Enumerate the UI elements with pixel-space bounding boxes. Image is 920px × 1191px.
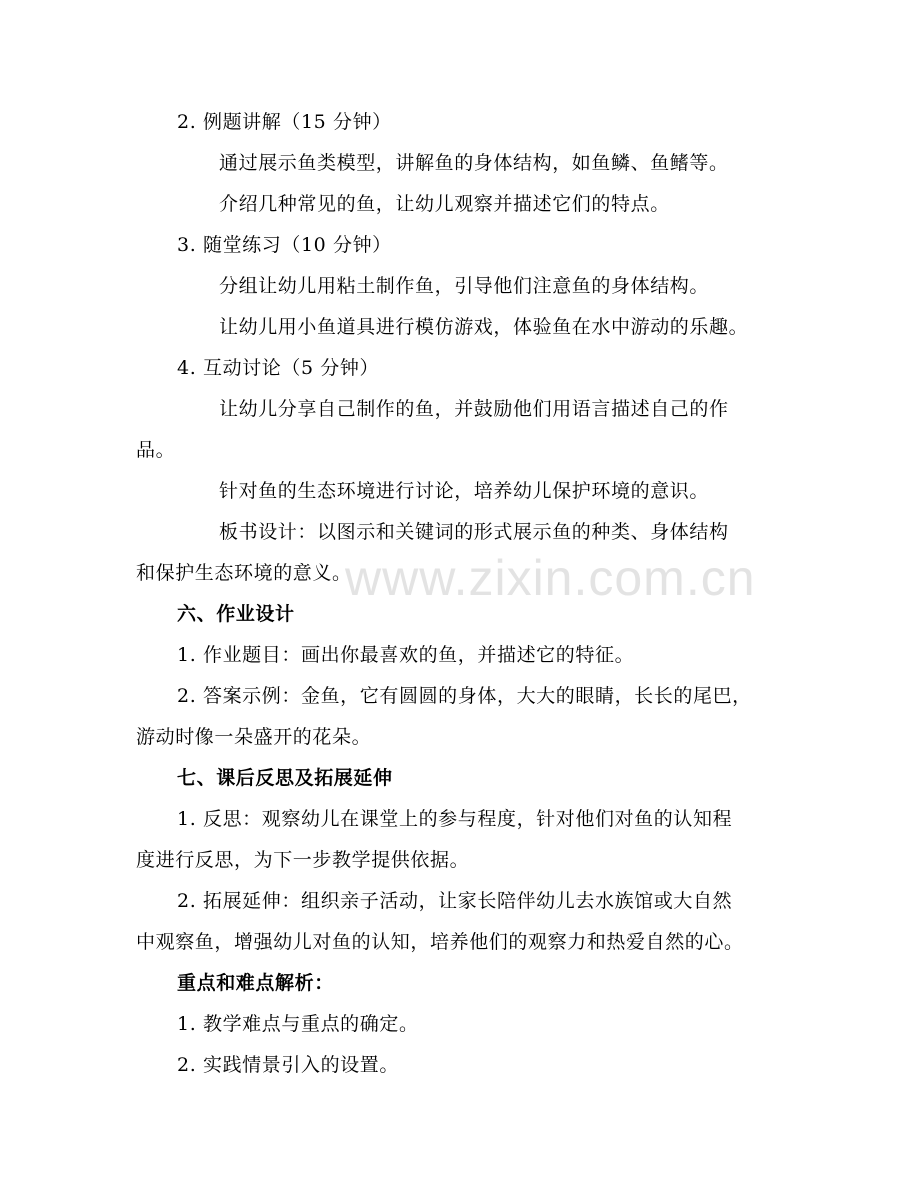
- list-item: 2. 实践情景引入的设置。: [177, 1054, 399, 1076]
- paragraph-line: 和保护生态环境的意义。: [136, 562, 352, 584]
- watermark: www.zixin.com.cn: [345, 550, 756, 606]
- list-item: 2. 拓展延伸：组织亲子活动，让家长陪伴幼儿去水族馆或大自然: [177, 890, 733, 912]
- section-heading: 六、作业设计: [177, 603, 295, 625]
- step-heading: 2. 例题讲解（15 分钟）: [177, 111, 392, 133]
- paragraph-line: 让幼儿分享自己制作的鱼，并鼓励他们用语言描述自己的作: [219, 398, 729, 420]
- step-heading: 3. 随堂练习（10 分钟）: [177, 234, 392, 256]
- paragraph-line: 分组让幼儿用粘土制作鱼，引导他们注意鱼的身体结构。: [219, 275, 710, 297]
- paragraph-line: 让幼儿用小鱼道具进行模仿游戏，体验鱼在水中游动的乐趣。: [219, 316, 749, 338]
- section-heading: 重点和难点解析：: [177, 972, 334, 994]
- list-item: 1. 作业题目：画出你最喜欢的鱼，并描述它的特征。: [177, 644, 635, 666]
- paragraph-line: 介绍几种常见的鱼，让幼儿观察并描述它们的特点。: [219, 193, 670, 215]
- paragraph-line: 针对鱼的生态环境进行讨论，培养幼儿保护环境的意识。: [219, 480, 710, 502]
- list-item: 1. 反思：观察幼儿在课堂上的参与程度，针对他们对鱼的认知程: [177, 808, 733, 830]
- step-heading: 4. 互动讨论（5 分钟）: [177, 357, 380, 379]
- list-item: 2. 答案示例：金鱼，它有圆圆的身体，大大的眼睛，长长的尾巴，: [177, 685, 752, 707]
- paragraph-line: 板书设计：以图示和关键词的形式展示鱼的种类、身体结构: [219, 521, 729, 543]
- paragraph-line: 通过展示鱼类模型，讲解鱼的身体结构，如鱼鳞、鱼鳍等。: [219, 152, 729, 174]
- paragraph-line: 品。: [136, 439, 176, 461]
- paragraph-line: 中观察鱼，增强幼儿对鱼的认知，培养他们的观察力和热爱自然的心。: [136, 931, 744, 953]
- section-heading: 七、课后反思及拓展延伸: [177, 767, 393, 789]
- paragraph-line: 度进行反思，为下一步教学提供依据。: [136, 849, 470, 871]
- paragraph-line: 游动时像一朵盛开的花朵。: [136, 726, 372, 748]
- list-item: 1. 教学难点与重点的确定。: [177, 1013, 419, 1035]
